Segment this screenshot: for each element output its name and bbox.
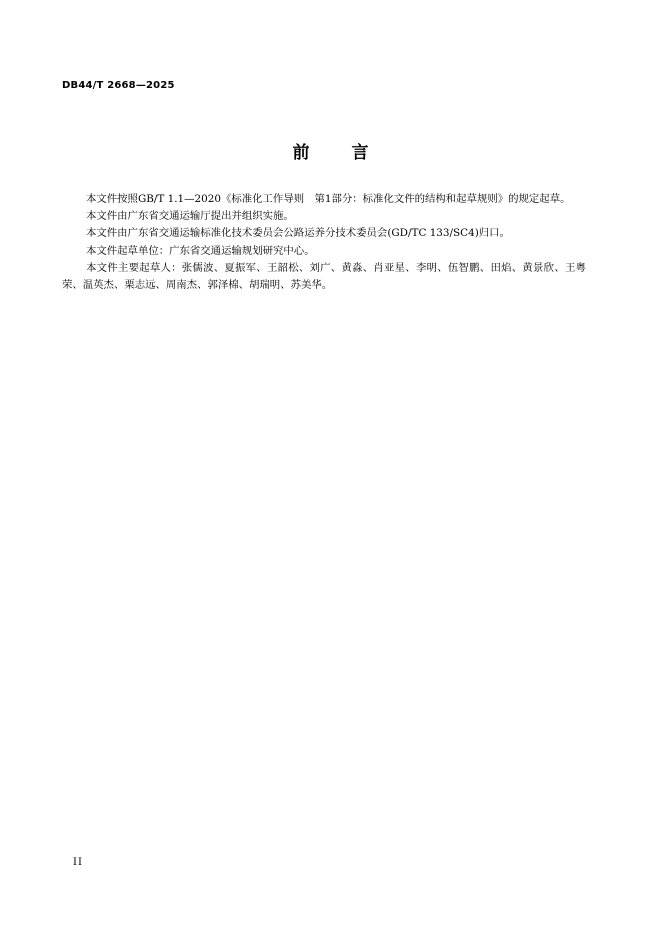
- paragraph-drafting-rules: 本文件按照GB/T 1.1—2020《标准化工作导则 第1部分：标准化文件的结构和起草规则》的规定起草。: [86, 193, 571, 205]
- foreword-body: [62, 191, 586, 294]
- paragraph-proposer: 本文件由广东省交通运输厅提出并组织实施。: [86, 210, 294, 223]
- section-title: 前 言: [292, 143, 370, 163]
- page-number: II: [73, 857, 83, 868]
- paragraph-committee: 本文件由广东省交通运输标准化技术委员会公路运养分技术委员会(GD/TC 133/SC4)归口。: [86, 227, 510, 240]
- document-code: DB44/T 2668—2025: [62, 80, 175, 91]
- paragraph-drafters: 本文件主要起草人：张儒波、夏振军、王韶松、刘广、黄淼、肖亚星、李明、伍智鹏、田焰、黄景欣、王粤荣、温英杰、栗志远、周南杰、郭泽棉、胡瑞明、苏美华。: [62, 261, 586, 292]
- paragraph-drafting-unit: 本文件起草单位：广东省交通运输规划研究中心。: [86, 244, 315, 257]
